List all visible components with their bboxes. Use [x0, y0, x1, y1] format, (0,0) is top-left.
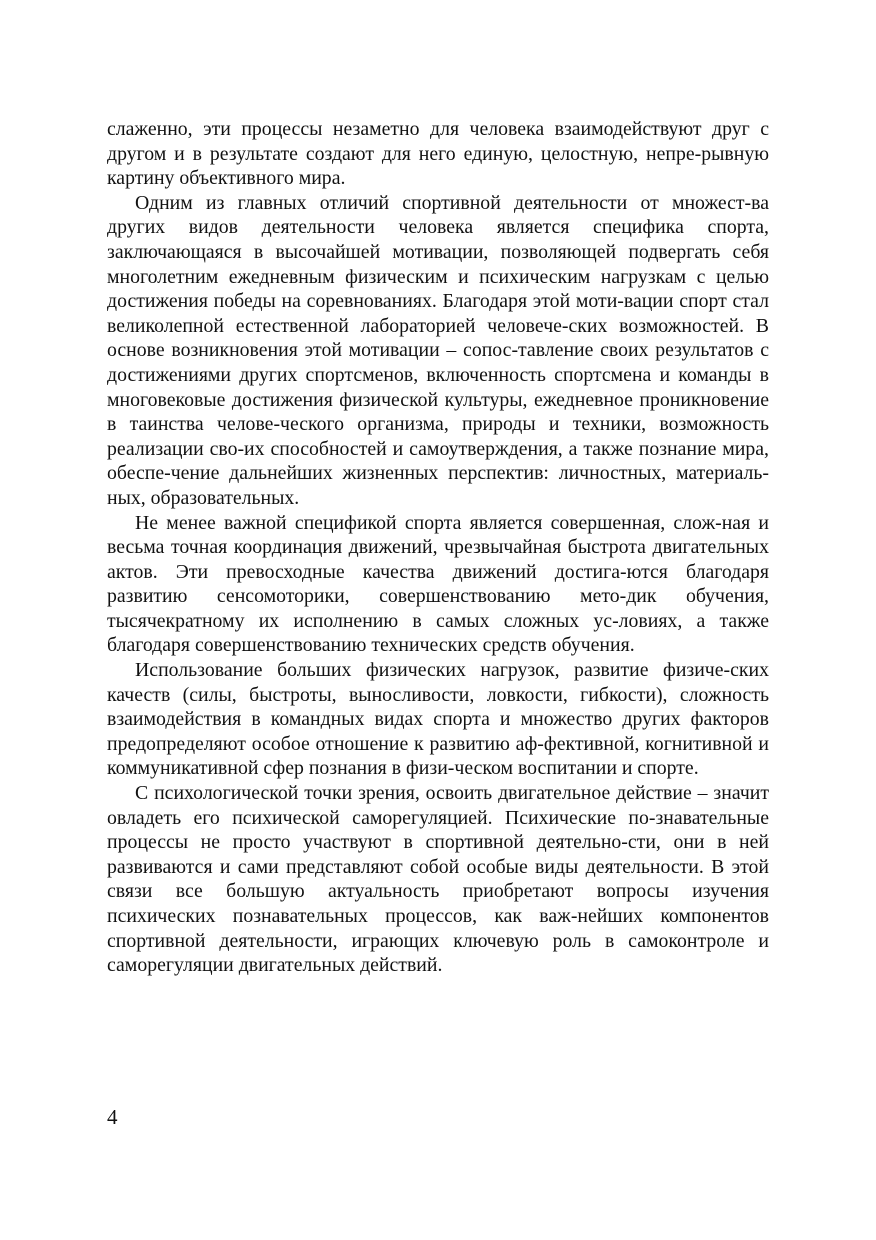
paragraph-1: слаженно, эти процессы незаметно для человека взаимодействуют друг с другом и в результате создают для него единую, целостную, непре-рывную картину объективного мира.: [107, 118, 769, 190]
paragraph-4: Использование больших физических нагрузок, развитие физиче-ских качеств (силы, быстроты, выносливости, ловкости, гибкости), сложность взаимодействия в командных видах спорта и множество других факторов предопределяют особое отношение к развитию аф-фективной, когнитивной и коммуникативной сфер познания в физи-ческом воспитании и спорте.: [107, 659, 769, 780]
body-text: [107, 117, 769, 978]
page-number: 4: [107, 1105, 118, 1129]
paragraph-2: Одним из главных отличий спортивной деятельности от множест-ва других видов деятельности человека является специфика спорта, заключающаяся в высочайшей мотивации, позволяющей подвергать себя многолетним ежедневным физическим и психическим нагрузкам с целью достижения победы на соревнованиях. Благодаря этой моти-вации спорт стал великолепной естественной лабораторией человече-ских возможностей. В основе возникновения этой мотивации – сопос-тавление своих результатов с достижениями других спортсменов, включенность спортсмена и команды в многовековые достижения физической культуры, ежедневное проникновение в таинства челове-ческого организма, природы и техники, возможность реализации сво-их способностей и самоутверждения, а также познание мира, обеспе-чение дальнейших жизненных перспектив: личностных, материаль-ных, образовательных.: [107, 191, 769, 509]
paragraph-5: С психологической точки зрения, освоить двигательное действие – значит овладеть его психической саморегуляцией. Психические по-знавательные процессы не просто участвуют в спортивной деятельно-сти, они в ней развиваются и сами представляют собой особые виды деятельности. В этой связи все большую актуальность приобретают вопросы изучения психических познавательных процессов, как важ-нейших компонентов спортивной деятельности, играющих ключевую роль в самоконтроле и саморегуляции двигательных действий.: [107, 782, 769, 977]
paragraph-3: Не менее важной спецификой спорта является совершенная, слож-ная и весьма точная координация движений, чрезвычайная быстрота двигательных актов. Эти превосходные качества движений достига-ются благодаря развитию сенсомоторики, совершенствованию мето-дик обучения, тысячекратному их исполнению в самых сложных ус-ловиях, а также благодаря совершенствованию технических средств обучения.: [107, 511, 769, 657]
